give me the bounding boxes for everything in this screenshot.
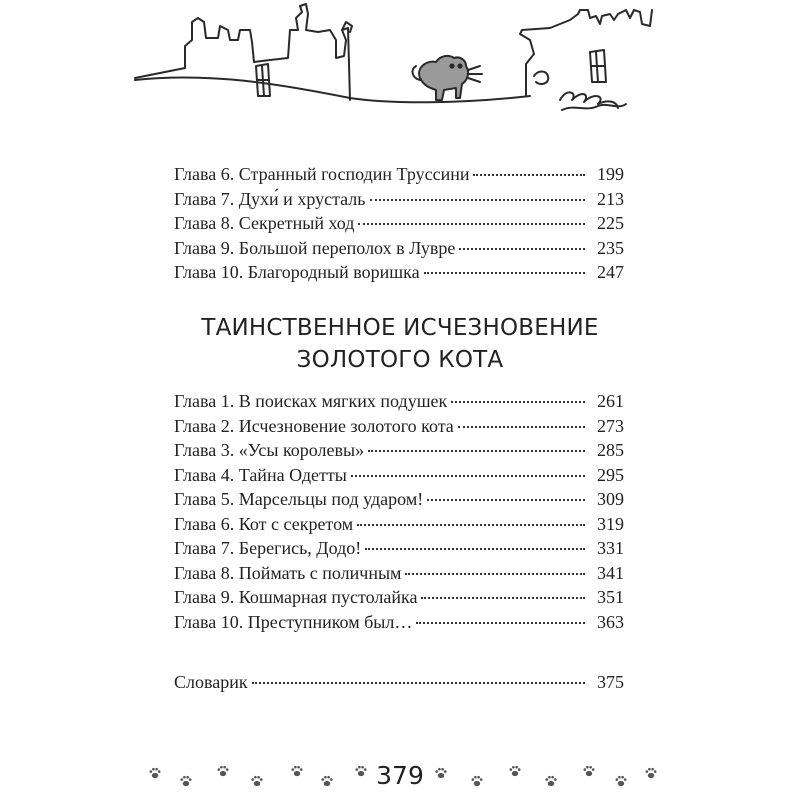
dot-leader xyxy=(459,248,585,250)
toc-entry-title: Глава 9. Кошмарная пустолайка xyxy=(174,587,418,607)
toc-entry xyxy=(174,585,624,610)
toc-entry-page: 363 xyxy=(597,611,624,632)
dot-leader xyxy=(421,597,585,599)
toc-list-part-two xyxy=(174,389,624,634)
toc-entry-page: 235 xyxy=(597,237,624,258)
page-number: 379 xyxy=(376,761,424,790)
paw-print-icon xyxy=(544,774,558,788)
toc-entry-page: 261 xyxy=(597,391,624,411)
dot-leader xyxy=(473,174,585,176)
toc-entry-page: 331 xyxy=(597,538,624,558)
toc-entry-page: 319 xyxy=(597,513,624,534)
toc-glossary xyxy=(174,670,624,695)
section-heading-line: ТАИНСТВЕННОЕ ИСЧЕЗНОВЕНИЕ xyxy=(201,315,599,341)
toc-entry xyxy=(174,487,624,512)
toc-entry-page: 309 xyxy=(597,489,624,509)
toc-entry-page: 225 xyxy=(597,213,624,233)
section-heading-line: ЗОЛОТОГО КОТА xyxy=(296,347,504,373)
toc-entry-glossary xyxy=(174,670,624,695)
toc-entry-page: 247 xyxy=(597,262,624,282)
toc-entry-page: 213 xyxy=(597,188,624,209)
toc-entry-title: Глава 6. Кот с секретом xyxy=(174,513,354,534)
toc-entry-title: Глава 7. Духи́ и хрусталь xyxy=(174,188,366,209)
rooftops-with-cat-icon xyxy=(130,0,670,135)
toc-entry-title: Глава 8. Поймать с поличным xyxy=(174,562,402,583)
paw-print-icon xyxy=(508,764,522,778)
toc-entry xyxy=(174,414,624,439)
toc-entry xyxy=(174,211,624,236)
toc-entry-page: 199 xyxy=(597,164,624,184)
toc-entry-title: Словарик xyxy=(174,672,248,692)
toc-entry-page: 285 xyxy=(597,440,624,460)
toc-entry xyxy=(174,438,624,463)
toc-entry xyxy=(174,236,624,261)
toc-entry-title: Глава 10. Преступником был… xyxy=(174,611,413,632)
paw-print-icon xyxy=(644,766,658,780)
toc-list-part-one xyxy=(174,162,624,285)
toc-entry-page: 375 xyxy=(597,672,624,692)
toc-entry-title: Глава 1. В поисках мягких подушек xyxy=(174,391,448,411)
dot-leader xyxy=(357,524,585,526)
paw-print-icon xyxy=(582,764,596,778)
dot-leader xyxy=(427,499,585,501)
toc-entry xyxy=(174,512,624,537)
toc-entry xyxy=(174,561,624,586)
dot-leader xyxy=(358,223,585,225)
toc-entry-title: Глава 3. «Усы королевы» xyxy=(174,440,365,460)
dot-leader xyxy=(252,682,585,684)
toc-entry xyxy=(174,536,624,561)
toc-entry-title: Глава 2. Исчезновение золотого кота xyxy=(174,415,454,436)
page-footer xyxy=(0,758,800,798)
dot-leader xyxy=(368,450,585,452)
toc-entry-page: 351 xyxy=(597,587,624,607)
toc-entry xyxy=(174,260,624,285)
toc-entry xyxy=(174,187,624,212)
paw-print-icon xyxy=(614,774,628,788)
toc-entry-title: Глава 4. Тайна Одетты xyxy=(174,464,347,485)
toc-entry-title: Глава 7. Берегись, Додо! xyxy=(174,538,362,558)
toc-entry-title: Глава 9. Большой переполох в Лувре xyxy=(174,237,456,258)
toc-entry-page: 341 xyxy=(597,562,624,583)
toc-entry xyxy=(174,463,624,488)
paw-print-icon xyxy=(470,774,484,788)
dot-leader xyxy=(451,401,585,403)
toc-entry xyxy=(174,162,624,187)
dot-leader xyxy=(365,548,585,550)
dot-leader xyxy=(351,475,585,477)
dot-leader xyxy=(405,573,585,575)
toc-entry-title: Глава 6. Странный господин Труссини xyxy=(174,164,470,184)
dot-leader xyxy=(424,272,585,274)
toc-entry-page: 295 xyxy=(597,464,624,485)
toc-entry-page: 273 xyxy=(597,415,624,436)
toc-entry xyxy=(174,610,624,635)
paw-print-icon xyxy=(434,766,448,780)
dot-leader xyxy=(370,199,586,201)
toc-entry xyxy=(174,389,624,414)
toc-entry-title: Глава 8. Секретный ход xyxy=(174,213,355,233)
section-heading xyxy=(140,312,660,376)
toc-entry-title: Глава 5. Марсельцы под ударом! xyxy=(174,489,424,509)
toc-entry-title: Глава 10. Благородный воришка xyxy=(174,262,420,282)
dot-leader xyxy=(416,622,585,624)
dot-leader xyxy=(458,426,585,428)
